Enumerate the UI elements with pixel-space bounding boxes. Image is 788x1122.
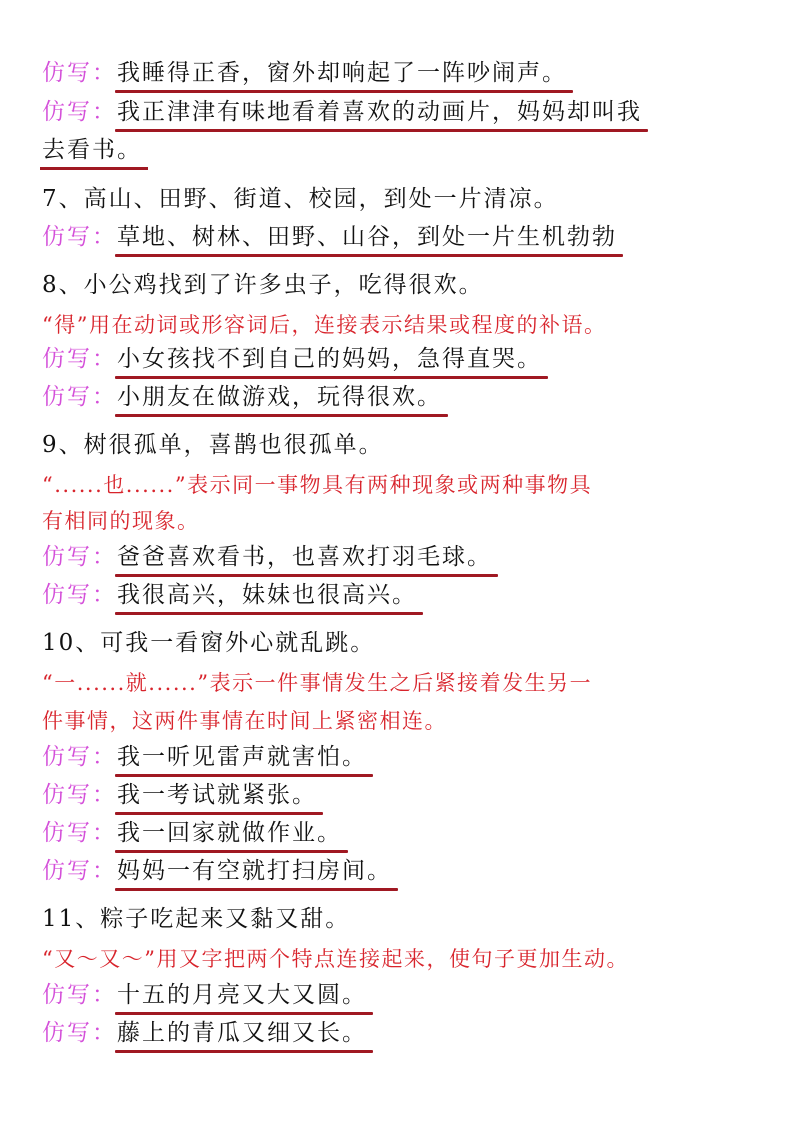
answer-text: 去看书。: [42, 135, 148, 165]
answer-text: 我正津津有味地看着喜欢的动画片，妈妈却叫我: [117, 97, 648, 127]
answer-text: 我睡得正香，窗外却响起了一阵吵闹声。: [117, 58, 573, 88]
grammar-note: “得”用在动词或形容词后，连接表示结果或程度的补语。: [42, 313, 607, 337]
answer-text: 草地、树林、田野、山谷，到处一片生机勃勃: [117, 222, 623, 252]
answer-text: 我一回家就做作业。: [117, 818, 348, 848]
imitation-line: [42, 222, 623, 252]
question-7: 7、高山、田野、街道、校园，到处一片清凉。: [42, 186, 559, 212]
grammar-note: “......也......”表示同一事物具有两种现象或两种事物具: [42, 473, 593, 497]
imitation-line: [42, 382, 448, 412]
question-10: 10、可我一看窗外心就乱跳。: [42, 630, 376, 656]
imitation-line: [42, 818, 348, 848]
question-8: 8、小公鸡找到了许多虫子，吃得很欢。: [42, 272, 484, 298]
answer-text: 我一考试就紧张。: [117, 780, 323, 810]
answer-text: 藤上的青瓜又细又长。: [117, 1018, 373, 1048]
imitation-line: [42, 344, 548, 374]
grammar-note: “又～又～”用又字把两个特点连接起来，使句子更加生动。: [42, 947, 629, 971]
answer-text: 爸爸喜欢看书，也喜欢打羽毛球。: [117, 542, 498, 572]
imitation-label: 仿写：: [42, 582, 117, 608]
answer-text: 妈妈一有空就打扫房间。: [117, 856, 398, 886]
imitation-label: 仿写：: [42, 820, 117, 846]
question-9: 9、树很孤单，喜鹊也很孤单。: [42, 432, 384, 458]
imitation-line: [42, 542, 498, 572]
imitation-label: 仿写：: [42, 858, 117, 884]
imitation-label: 仿写：: [42, 346, 117, 372]
answer-text: 我一听见雷声就害怕。: [117, 742, 373, 772]
grammar-note: 有相同的现象。: [42, 509, 200, 533]
imitation-label: 仿写：: [42, 224, 117, 250]
imitation-line: [42, 780, 323, 810]
grammar-note: 件事情，这两件事情在时间上紧密相连。: [42, 709, 447, 733]
imitation-line: [42, 856, 398, 886]
answer-text: 十五的月亮又大又圆。: [117, 980, 373, 1010]
imitation-label: 仿写：: [42, 1020, 117, 1046]
imitation-label: 仿写：: [42, 99, 117, 125]
question-11: 11、粽子吃起来又黏又甜。: [42, 906, 351, 932]
imitation-line: [42, 580, 423, 610]
answer-text: 我很高兴，妹妹也很高兴。: [117, 580, 423, 610]
imitation-label: 仿写：: [42, 544, 117, 570]
imitation-line: [42, 97, 648, 127]
imitation-label: 仿写：: [42, 982, 117, 1008]
answer-text: 小朋友在做游戏，玩得很欢。: [117, 382, 448, 412]
imitation-label: 仿写：: [42, 744, 117, 770]
imitation-label: 仿写：: [42, 384, 117, 410]
grammar-note: “一......就......”表示一件事情发生之后紧接着发生另一: [42, 671, 593, 695]
imitation-label: 仿写：: [42, 782, 117, 808]
imitation-line: [42, 58, 573, 88]
imitation-line: [42, 742, 373, 772]
answer-continuation-line: [42, 135, 148, 165]
answer-text: 小女孩找不到自己的妈妈，急得直哭。: [117, 344, 548, 374]
imitation-label: 仿写：: [42, 60, 117, 86]
imitation-line: [42, 980, 373, 1010]
imitation-line: [42, 1018, 373, 1048]
